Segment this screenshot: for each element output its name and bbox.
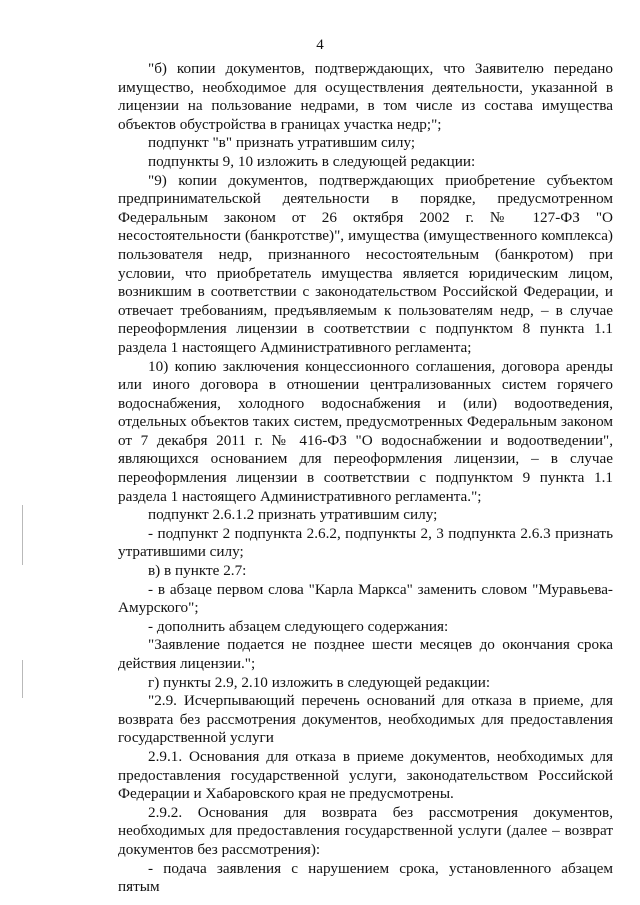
paragraph-item-10: 10) копию заключения концессионного соглашения, договора аренды или иного договора в отношении централизованных систем горячего водоснабжения, холодного водоснабжения и (или) водоотведения, отдельных объектов таких систем, предусмотренных Федеральным законом от 7 декабря 2011 г. № 416-ФЗ "О водоснабжении и водоотведении", являющихся основанием для переоформления лицензии, – в случае переоформления лицензии в соответствии с подпунктом 9 пункта 1.1 раздела 1 настоящего Административного регламента.";: [118, 357, 613, 505]
paragraph-subitems-2-6-2-2-6-3: - подпункт 2 подпункта 2.6.2, подпункты 2, 3 подпункта 2.6.3 признать утратившими силу;: [118, 524, 613, 561]
paragraph-items-9-10-intro: подпункты 9, 10 изложить в следующей редакции:: [148, 152, 476, 170]
paragraph-item-2-9: "2.9. Исчерпывающий перечень оснований для отказа в приеме, для возврата без рассмотрения документов, необходимых для предоставления государственной услуги: [118, 692, 613, 747]
paragraph-replace-address: - в абзаце первом слова "Карла Маркса" заменить словом "Муравьева-Амурского";: [118, 580, 613, 617]
paragraph-item-2-7: в) в пункте 2.7:: [148, 562, 247, 580]
paragraph-items-2-9-2-10-intro: г) пункты 2.9, 2.10 изложить в следующей редакции:: [148, 673, 491, 691]
paragraph-late-application: - подача заявления с нарушением срока, установленного абзацем пятым: [118, 859, 613, 896]
margin-mark: [22, 660, 23, 698]
paragraph-item-2-9-1: 2.9.1. Основания для отказа в приеме документов, необходимых для предоставления государственной услуги, законодательством Российской Федерации и Хабаровского края не предусмотрены.: [118, 747, 613, 803]
document-body: [118, 60, 613, 897]
page-number: 4: [316, 37, 324, 53]
paragraph-subitem-2-6-1-2: подпункт 2.6.1.2 признать утратившим силу;: [148, 506, 438, 524]
paragraph-item-9: "9) копии документов, подтверждающих приобретение субъектом предпринимательской деятельности в порядке, предусмотренном Федеральным законом от 26 октября 2002 г. № 127-ФЗ "О несостоятельности (банкротстве)", имущества (имущественного комплекса) пользователя недр, признанного несостоятельным (банкротом) при условии, что приобретатель имущества является юридическим лицом, возникшим в соответствии с законодательством Российской Федерации, и отвечает требованиям, предъявляемым к пользователям недр, – в случае переоформления лицензии в соответствии с подпунктом 8 пункта 1.1 раздела 1 настоящего Административного регламента;: [118, 171, 613, 356]
paragraph-application-deadline: "Заявление подается не позднее шести месяцев до окончания срока действия лицензии.";: [118, 636, 613, 672]
paragraph-add-paragraph: - дополнить абзацем следующего содержания:: [148, 617, 449, 635]
margin-mark: [22, 505, 23, 565]
paragraph-item-2-9-2: 2.9.2. Основания для возврата без рассмотрения документов, необходимых для предоставления государственной услуги (далее – возврат документов без рассмотрения):: [118, 803, 613, 858]
paragraph-subitem-b: "б) копии документов, подтверждающих, что Заявителю передано имущество, необходимое для осуществления деятельности, указанной в лицензии на пользование недрами, в том числе из состава имущества объектов обустройства в границах участка недр;";: [118, 60, 613, 133]
paragraph-subitem-v-void: подпункт "в" признать утратившим силу;: [148, 134, 416, 152]
